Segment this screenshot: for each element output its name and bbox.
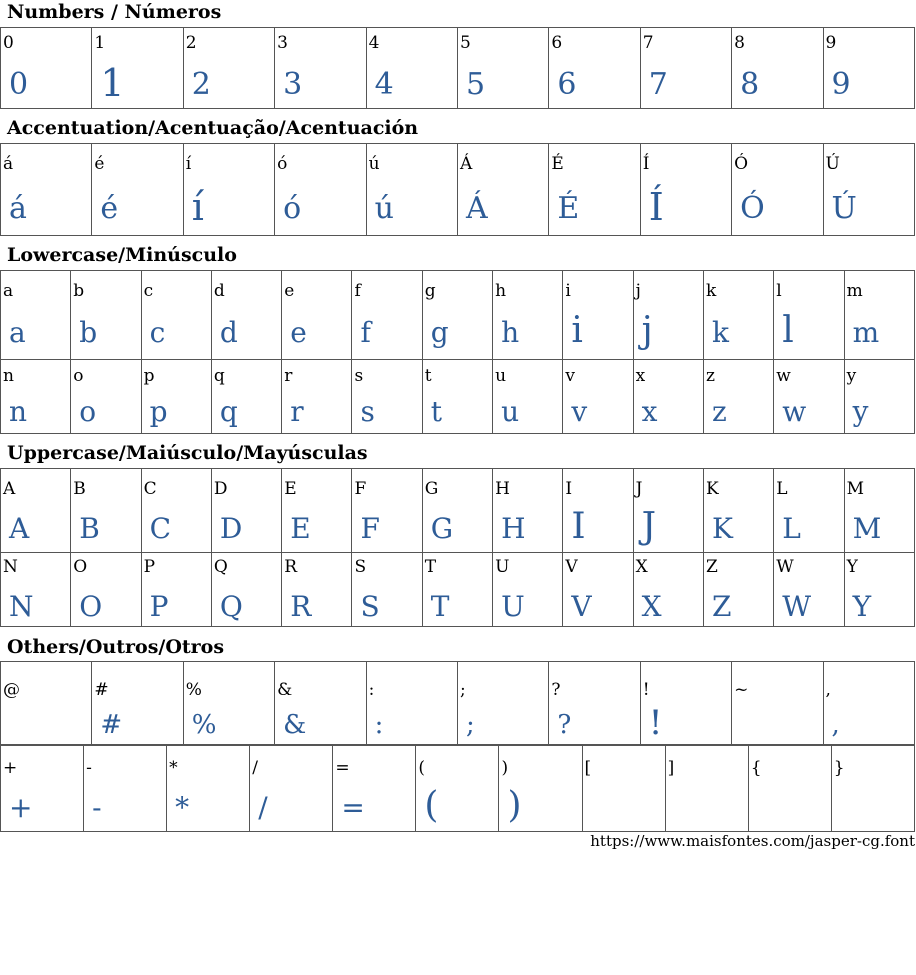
glyph-sample: Ú — [831, 191, 857, 226]
glyph-sample: = — [341, 791, 365, 824]
glyph-sample: * — [175, 791, 190, 824]
glyph-sample: - — [92, 791, 102, 824]
glyph-sample: ! — [648, 703, 663, 743]
glyph-cell — [732, 144, 823, 236]
glyph-sample: é — [100, 191, 119, 226]
glyph-label: 8 — [734, 33, 745, 53]
glyph-cell — [457, 144, 548, 236]
glyph-sample: r — [290, 395, 304, 428]
glyph-label: 0 — [3, 33, 14, 53]
glyph-sample: F — [360, 512, 380, 545]
glyph-label: 3 — [277, 33, 288, 53]
glyph-cell — [352, 469, 422, 553]
glyph-cell — [141, 271, 211, 360]
glyph-sample: # — [100, 710, 123, 740]
glyph-sample: ) — [507, 785, 522, 826]
glyph-label: 1 — [94, 33, 106, 53]
glyph-sample: R — [290, 590, 312, 623]
glyph-cell — [1, 662, 92, 745]
glyph-cell — [774, 360, 844, 434]
glyph-cell — [71, 271, 141, 360]
glyph-label: b — [73, 281, 85, 301]
glyph-cell — [844, 469, 914, 553]
glyph-cell — [582, 746, 665, 832]
glyph-cell — [549, 28, 640, 109]
glyph-label: á — [3, 154, 14, 174]
glyph-sample: n — [9, 395, 28, 428]
glyph-cell — [352, 553, 422, 627]
glyph-label: ) — [501, 758, 509, 778]
others-grid-row1 — [0, 661, 915, 745]
glyph-cell — [640, 662, 731, 745]
glyph-label: Í — [642, 154, 650, 174]
glyph-label: r — [284, 366, 293, 386]
glyph-cell — [71, 469, 141, 553]
glyph-label: H — [495, 479, 510, 499]
glyph-sample: ó — [283, 191, 302, 226]
glyph-sample: Ó — [740, 191, 765, 226]
glyph-label: ú — [368, 154, 380, 174]
glyph-label: Ú — [825, 154, 840, 174]
glyph-row — [1, 746, 915, 832]
glyph-label: e — [284, 281, 295, 301]
glyph-row — [1, 144, 915, 236]
glyph-sample: N — [9, 590, 34, 623]
glyph-cell — [282, 360, 352, 434]
glyph-label: o — [73, 366, 84, 386]
glyph-label: x — [635, 366, 646, 386]
glyph-cell — [633, 360, 703, 434]
glyph-cell — [366, 28, 457, 109]
glyph-row — [1, 469, 915, 553]
glyph-cell — [633, 271, 703, 360]
glyph-cell — [1, 360, 71, 434]
glyph-cell — [640, 28, 731, 109]
glyph-sample: p — [149, 395, 168, 428]
glyph-label: é — [94, 154, 105, 174]
glyph-cell — [92, 662, 183, 745]
glyph-label: 5 — [459, 33, 471, 53]
glyph-sample: f — [360, 316, 371, 349]
glyph-sample: y — [852, 395, 869, 428]
glyph-cell — [844, 271, 914, 360]
glyph-sample: o — [79, 395, 97, 428]
glyph-cell — [703, 360, 773, 434]
glyph-sample: Í — [648, 185, 664, 229]
glyph-sample: w — [782, 395, 807, 428]
glyph-sample: a — [9, 316, 26, 349]
glyph-cell — [844, 360, 914, 434]
glyph-label: V — [565, 557, 578, 577]
glyph-cell — [282, 553, 352, 627]
glyph-label: F — [354, 479, 367, 499]
glyph-sample: u — [501, 395, 520, 428]
glyph-label: I — [565, 479, 573, 499]
glyph-sample: & — [283, 710, 307, 740]
glyph-cell — [563, 360, 633, 434]
glyph-sample: 6 — [557, 67, 577, 102]
glyph-sample: J — [641, 506, 657, 547]
glyph-cell — [422, 469, 492, 553]
glyph-label: : — [368, 680, 375, 700]
footer-url[interactable]: https://www.maisfontes.com/jasper-cg.font — [590, 832, 915, 850]
glyph-cell — [1, 469, 71, 553]
glyph-label: X — [635, 557, 648, 577]
glyph-cell — [1, 553, 71, 627]
glyph-cell — [665, 746, 748, 832]
glyph-sample: 0 — [9, 67, 29, 102]
glyph-cell — [71, 360, 141, 434]
glyph-cell — [422, 553, 492, 627]
glyph-label: T — [424, 557, 437, 577]
glyph-label: , — [825, 680, 831, 700]
glyph-label: ó — [277, 154, 288, 174]
glyph-label: Ó — [734, 154, 749, 174]
glyph-label: U — [495, 557, 510, 577]
uppercase-grid — [0, 468, 915, 627]
glyph-cell — [211, 469, 281, 553]
glyph-label: m — [846, 281, 863, 301]
glyph-cell — [275, 662, 366, 745]
glyph-sample: Z — [711, 590, 732, 623]
glyph-cell — [366, 662, 457, 745]
glyph-sample: G — [430, 512, 454, 545]
glyph-label: ] — [667, 758, 675, 778]
glyph-sample: q — [219, 395, 238, 428]
glyph-cell — [92, 28, 183, 109]
glyph-cell — [844, 553, 914, 627]
glyph-label: * — [169, 758, 178, 778]
glyph-label: + — [3, 758, 18, 778]
glyph-label: C — [143, 479, 157, 499]
glyph-label: É — [551, 154, 564, 174]
glyph-sample: / — [258, 791, 268, 824]
glyph-label: S — [354, 557, 367, 577]
glyph-sample: k — [711, 316, 729, 349]
glyph-sample: T — [430, 590, 450, 623]
glyph-sample: v — [571, 395, 588, 428]
lowercase-grid — [0, 270, 915, 434]
glyph-label: # — [94, 680, 109, 700]
glyph-label: = — [335, 758, 350, 778]
glyph-sample: h — [501, 316, 520, 349]
glyph-sample: í — [191, 185, 204, 229]
glyph-cell — [183, 28, 274, 109]
glyph-cell — [457, 28, 548, 109]
glyph-sample: 5 — [465, 67, 486, 102]
glyph-label: i — [565, 281, 571, 301]
glyph-label: K — [705, 479, 719, 499]
glyph-sample: W — [782, 590, 812, 623]
glyph-label: c — [143, 281, 154, 301]
glyph-cell — [703, 553, 773, 627]
glyph-label: g — [424, 281, 436, 301]
glyph-sample: V — [571, 590, 592, 623]
glyph-cell — [774, 553, 844, 627]
glyph-sample: x — [641, 395, 658, 428]
glyph-cell — [84, 746, 167, 832]
glyph-sample: A — [9, 512, 30, 545]
accents-title: Accentuation/Acentuação/Acentuación — [7, 117, 419, 139]
glyph-cell — [1, 271, 71, 360]
glyph-label: z — [705, 366, 715, 386]
glyph-sample: B — [79, 512, 100, 545]
glyph-label: Z — [705, 557, 718, 577]
glyph-cell — [1, 144, 92, 236]
glyph-cell — [275, 28, 366, 109]
glyph-sample: E — [290, 512, 311, 545]
glyph-cell — [352, 271, 422, 360]
glyph-label: í — [185, 154, 192, 174]
glyph-label: v — [565, 366, 575, 386]
glyph-label: R — [284, 557, 297, 577]
glyph-label: / — [252, 758, 258, 778]
glyph-cell — [563, 271, 633, 360]
numbers-grid — [0, 27, 915, 109]
glyph-sample: á — [9, 191, 27, 226]
glyph-sample: ? — [557, 710, 572, 740]
glyph-sample: c — [149, 316, 166, 349]
glyph-sample: 8 — [740, 67, 760, 102]
glyph-label: 7 — [642, 33, 654, 53]
glyph-label: h — [495, 281, 507, 301]
glyph-cell — [549, 662, 640, 745]
glyph-sample: L — [782, 512, 801, 545]
glyph-label: 6 — [551, 33, 563, 53]
uppercase-title: Uppercase/Maiúsculo/Mayúsculas — [7, 442, 368, 464]
accents-grid — [0, 143, 915, 236]
glyph-sample: ( — [424, 785, 439, 826]
glyph-sample: É — [557, 191, 580, 226]
glyph-row — [1, 28, 915, 109]
others-grid-row2 — [0, 745, 915, 832]
glyph-label: f — [354, 281, 361, 301]
glyph-sample: d — [219, 316, 238, 349]
glyph-cell — [333, 746, 416, 832]
glyph-label: W — [776, 557, 794, 577]
glyph-label: 2 — [185, 33, 197, 53]
glyph-sample: i — [571, 310, 583, 351]
glyph-cell — [563, 469, 633, 553]
glyph-cell — [633, 469, 703, 553]
glyph-label: k — [705, 281, 717, 301]
glyph-sample: Q — [219, 590, 243, 623]
glyph-label: Á — [459, 154, 473, 174]
glyph-cell — [493, 271, 563, 360]
glyph-cell — [640, 144, 731, 236]
glyph-label: & — [277, 680, 293, 700]
glyph-sample: 2 — [191, 67, 211, 102]
glyph-sample: Y — [852, 590, 872, 623]
glyph-label: D — [213, 479, 228, 499]
glyph-sample: P — [149, 590, 169, 623]
glyph-cell — [282, 469, 352, 553]
glyph-sample: I — [571, 506, 586, 547]
glyph-cell — [141, 553, 211, 627]
glyph-sample: S — [360, 590, 380, 623]
glyph-cell — [549, 144, 640, 236]
glyph-cell — [183, 662, 274, 745]
glyph-label: E — [284, 479, 297, 499]
glyph-cell — [275, 144, 366, 236]
glyph-label: P — [143, 557, 156, 577]
glyph-sample: O — [79, 590, 103, 623]
glyph-sample: s — [360, 395, 375, 428]
glyph-label: a — [3, 281, 14, 301]
glyph-label: Y — [846, 557, 858, 577]
glyph-sample: C — [149, 512, 172, 545]
glyph-cell — [1, 746, 84, 832]
glyph-label: M — [846, 479, 864, 499]
glyph-cell — [352, 360, 422, 434]
others-title: Others/Outros/Otros — [7, 636, 225, 658]
glyph-cell — [141, 469, 211, 553]
glyph-label: u — [495, 366, 507, 386]
glyph-sample: z — [711, 395, 727, 428]
glyph-label: N — [3, 557, 18, 577]
glyph-label: A — [3, 479, 16, 499]
glyph-sample: 9 — [831, 67, 851, 102]
glyph-cell — [703, 469, 773, 553]
glyph-sample: t — [430, 395, 443, 428]
glyph-cell — [141, 360, 211, 434]
glyph-label: [ — [584, 758, 592, 778]
glyph-cell — [748, 746, 831, 832]
glyph-cell — [499, 746, 582, 832]
glyph-sample: 4 — [374, 67, 394, 102]
glyph-label: @ — [3, 680, 20, 700]
glyph-label: q — [213, 366, 225, 386]
glyph-cell — [250, 746, 333, 832]
glyph-sample: m — [852, 316, 880, 349]
glyph-sample: 7 — [648, 67, 668, 102]
glyph-label: d — [213, 281, 225, 301]
glyph-cell — [774, 271, 844, 360]
glyph-sample: ú — [374, 191, 394, 226]
glyph-label: y — [846, 366, 857, 386]
glyph-label: O — [73, 557, 88, 577]
glyph-cell — [732, 662, 823, 745]
glyph-sample: Á — [465, 191, 488, 226]
glyph-cell — [1, 28, 92, 109]
glyph-label: % — [185, 680, 202, 700]
glyph-label: ~ — [734, 680, 749, 700]
glyph-sample: % — [191, 710, 217, 740]
glyph-cell — [211, 553, 281, 627]
glyph-label: ( — [418, 758, 426, 778]
glyph-label: 9 — [825, 33, 837, 53]
glyph-cell — [422, 360, 492, 434]
glyph-sample: 3 — [283, 67, 303, 102]
glyph-cell — [211, 360, 281, 434]
glyph-cell — [732, 28, 823, 109]
glyph-cell — [282, 271, 352, 360]
glyph-cell — [493, 469, 563, 553]
glyph-sample: : — [374, 710, 384, 740]
glyph-label: s — [354, 366, 364, 386]
glyph-sample: , — [831, 710, 840, 740]
glyph-sample: X — [641, 590, 662, 623]
glyph-sample: K — [711, 512, 733, 545]
glyph-label: l — [776, 281, 782, 301]
glyph-sample: + — [9, 791, 33, 824]
lowercase-title: Lowercase/Minúsculo — [7, 244, 237, 266]
glyph-label: - — [86, 758, 92, 778]
glyph-label: G — [424, 479, 439, 499]
glyph-sample: H — [501, 512, 526, 545]
glyph-cell — [823, 144, 914, 236]
glyph-label: B — [73, 479, 86, 499]
glyph-label: j — [635, 281, 641, 301]
glyph-label: ; — [459, 680, 466, 700]
glyph-cell — [563, 553, 633, 627]
glyph-label: J — [635, 479, 643, 499]
glyph-row — [1, 553, 915, 627]
glyph-cell — [422, 271, 492, 360]
glyph-label: 4 — [368, 33, 380, 53]
glyph-label: ? — [551, 680, 561, 700]
glyph-label: w — [776, 366, 791, 386]
glyph-cell — [211, 271, 281, 360]
glyph-label: L — [776, 479, 788, 499]
glyph-cell — [633, 553, 703, 627]
glyph-cell — [493, 553, 563, 627]
glyph-label: n — [3, 366, 14, 386]
glyph-cell — [774, 469, 844, 553]
glyph-sample: D — [219, 512, 243, 545]
numbers-title: Numbers / Números — [7, 1, 222, 23]
glyph-cell — [831, 746, 914, 832]
glyph-sample: M — [852, 512, 882, 545]
glyph-label: } — [833, 758, 845, 778]
glyph-cell — [167, 746, 250, 832]
glyph-label: { — [750, 758, 762, 778]
glyph-label: Q — [213, 557, 228, 577]
glyph-cell — [457, 662, 548, 745]
glyph-sample: e — [290, 316, 307, 349]
glyph-cell — [92, 144, 183, 236]
glyph-label: t — [424, 366, 432, 386]
glyph-sample: j — [641, 310, 653, 351]
glyph-sample: b — [79, 316, 98, 349]
glyph-cell — [823, 28, 914, 109]
glyph-row — [1, 271, 915, 360]
glyph-cell — [823, 662, 914, 745]
glyph-cell — [183, 144, 274, 236]
glyph-row — [1, 662, 915, 745]
glyph-label: p — [143, 366, 155, 386]
glyph-sample: g — [430, 316, 449, 349]
glyph-cell — [703, 271, 773, 360]
glyph-sample: ; — [465, 710, 475, 740]
glyph-sample: 1 — [100, 61, 125, 105]
glyph-cell — [493, 360, 563, 434]
glyph-cell — [366, 144, 457, 236]
glyph-row — [1, 360, 915, 434]
glyph-sample: U — [501, 590, 525, 623]
glyph-cell — [416, 746, 499, 832]
glyph-label: ! — [642, 680, 650, 700]
glyph-cell — [71, 553, 141, 627]
glyph-sample: l — [782, 310, 794, 351]
